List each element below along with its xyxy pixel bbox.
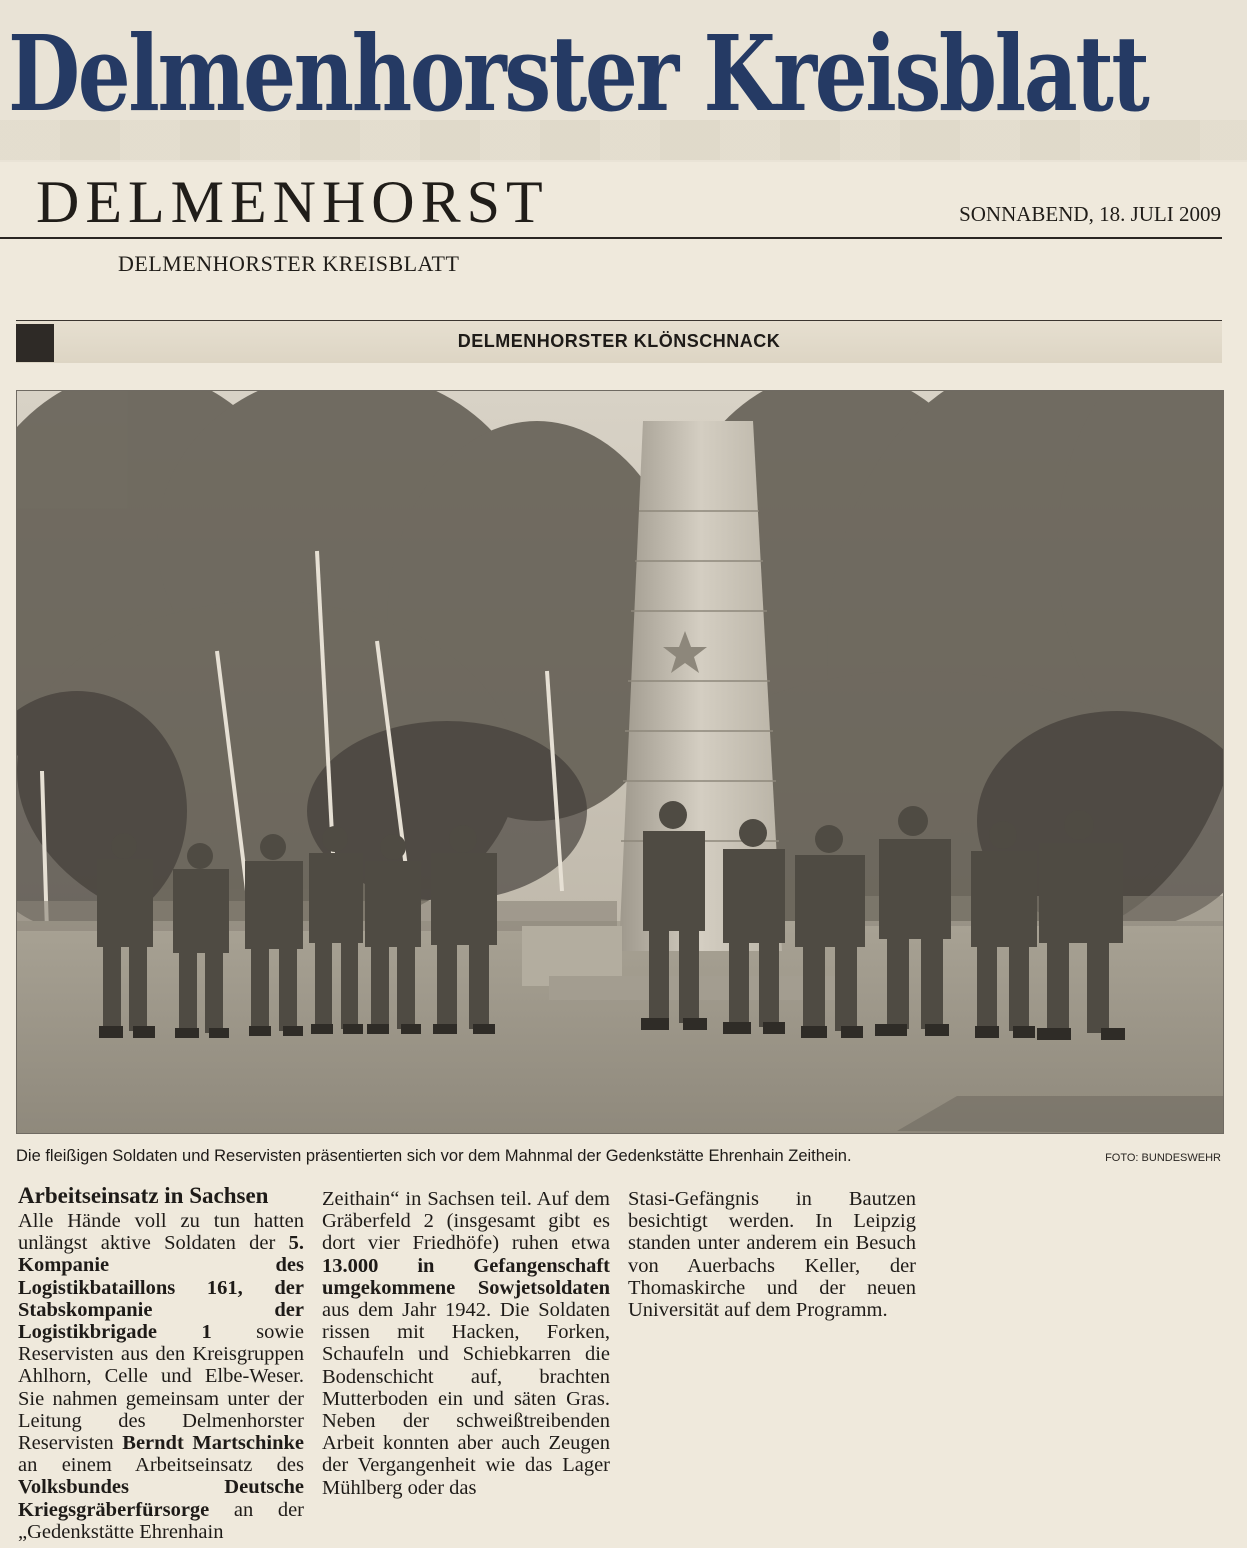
article-column-1 [18, 1210, 304, 1543]
text-run: aus dem Jahr 1942. Die Soldaten rissen mit Hacken, Forken, Schaufeln und Schiebkarren die Bodenschicht auf, brachten Mutterboden ein und säten Gras. Neben der schweißtreibenden Arbeit konnten aber auch Zeugen der Vergangenheit wie das Lager Mühlberg oder das [322, 1299, 610, 1499]
text-run: Zeithain“ in Sachsen teil. Auf dem Gräberfeld 2 (insgesamt gibt es dort vier Friedhöfe) ruhen etwa [322, 1188, 610, 1255]
issue-date: SONNABEND, 18. JULI 2009 [959, 202, 1221, 226]
text-run: an einem Arbeitseinsatz des [18, 1454, 304, 1477]
text-run-bold: Volksbundes Deutsche Kriegsgräberfürsorge [18, 1476, 304, 1521]
text-run: an der „Gedenkstätte Ehrenhain [18, 1498, 304, 1543]
article-column-2 [322, 1188, 610, 1499]
column-header-bar [16, 320, 1222, 363]
article-photo [16, 390, 1224, 1134]
source-line: DELMENHORSTER KREISBLATT [118, 251, 460, 276]
photo-illustration [17, 391, 1223, 1133]
photo-caption: Die fleißigen Soldaten und Reservisten präsentierten sich vor dem Mahnmal der Gedenkstätte Ehrenhain Zeithein. [16, 1147, 852, 1165]
masthead [0, 0, 1247, 162]
text-run: Stasi-Gefängnis in Bautzen besichtigt werden. In Leipzig standen unter anderem ein Besuch von Auerbachs Keller, der Thomaskirche und der neuen Universität auf dem Programm. [628, 1188, 916, 1322]
newspaper-title: Delmenhorster Kreisblatt [8, 12, 1148, 135]
photo-credit: FOTO: BUNDESWEHR [1105, 1152, 1221, 1164]
text-run-bold: Berndt Martschinke [122, 1432, 304, 1455]
section-title: DELMENHORST [36, 169, 549, 235]
text-run-bold: 5. Kompanie des Logistikbataillons 161, der Stabskompanie der Logistikbrigade 1 [18, 1232, 304, 1344]
text-run-bold: 13.000 in Gefangenschaft umgekommene Sowjetsoldaten [322, 1254, 610, 1299]
text-run: Alle Hände voll zu tun hatten unlängst aktive Soldaten der [18, 1210, 304, 1255]
article-column-3 [628, 1188, 916, 1321]
text-run: sowie Reservisten aus den Kreisgruppen Ahlhorn, Celle und Elbe-Weser. Sie nahmen gemeinsam unter der Leitung des Delmenhorster Reservisten [18, 1321, 305, 1455]
column-label: DELMENHORSTER KLÖNSCHNACK [457, 331, 781, 351]
header-rule [0, 237, 1222, 239]
article-headline: Arbeitseinsatz in Sachsen [18, 1183, 269, 1208]
